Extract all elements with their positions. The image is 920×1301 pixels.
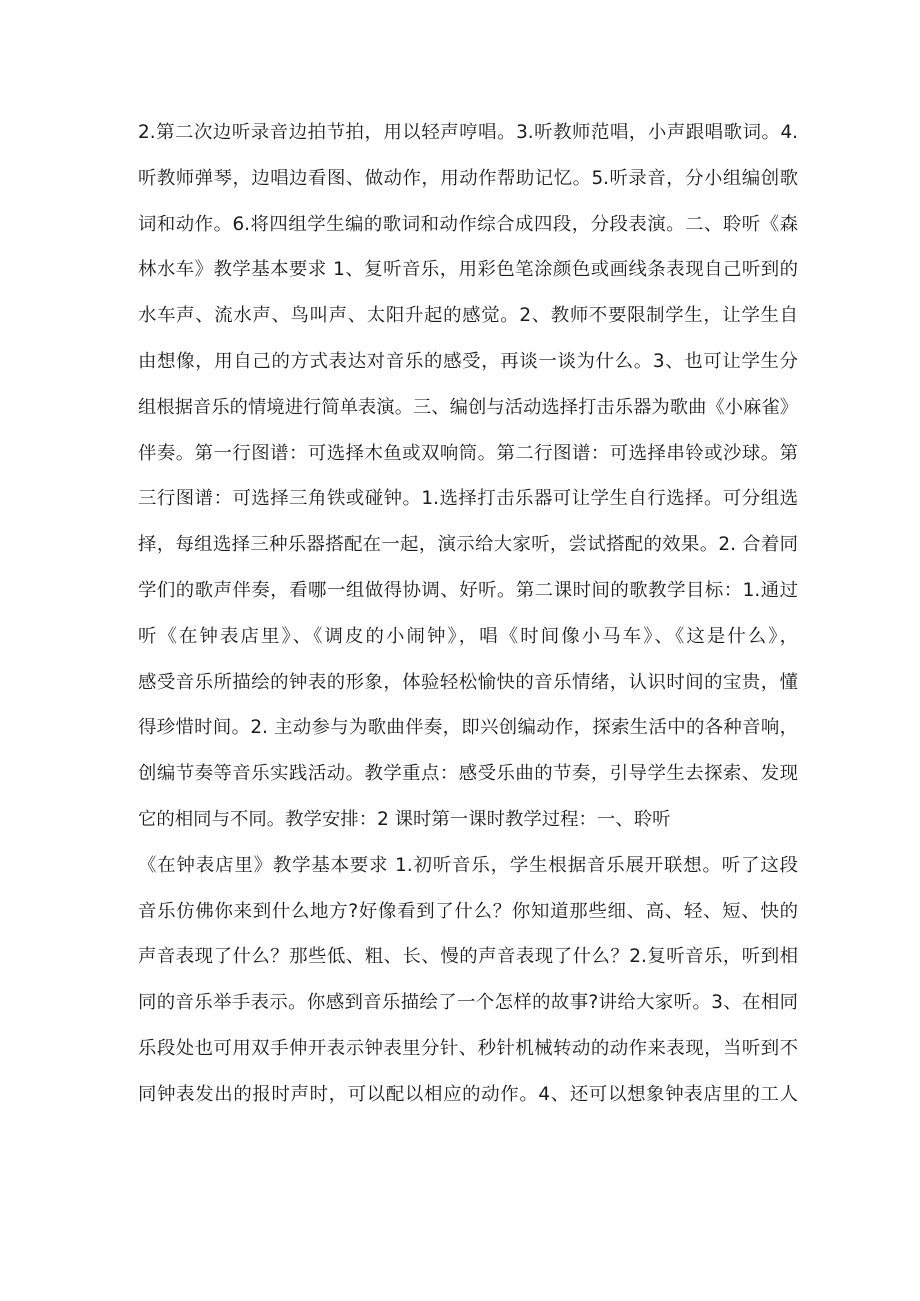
text-line: 声音表现了什么？那些低、粗、长、慢的声音表现了什么？2.复听音乐，听到相 xyxy=(138,946,798,967)
text-line: 组根据音乐的情境进行简单表演。三、编创与活动选择打击乐器为歌曲《小麻雀》 xyxy=(138,397,798,418)
text-line: 由想像，用自己的方式表达对音乐的感受，再谈一谈为什么。3、也可让学生分 xyxy=(138,351,798,372)
text-line: 同的音乐举手表示。你感到音乐描绘了一个怎样的故事?讲给大家听。3、在相同 xyxy=(138,992,798,1013)
text-line: 学们的歌声伴奏，看哪一组做得协调、好听。第二课时间的歌教学目标：1.通过 xyxy=(138,580,798,601)
text-line: 择，每组选择三种乐器搭配在一起，演示给大家听，尝试搭配的效果。2. 合着同 xyxy=(138,534,798,555)
text-line: 《在钟表店里》教学基本要求 1.初听音乐，学生根据音乐展开联想。听了这段 xyxy=(138,855,798,876)
text-line: 林水车》教学基本要求 1、复听音乐，用彩色笔涂颜色或画线条表现自己听到的 xyxy=(138,259,798,280)
text-line: 同钟表发出的报时声时，可以配以相应的动作。4、还可以想象钟表店里的工人 xyxy=(138,1084,798,1105)
text-line: 听教师弹琴，边唱边看图、做动作，用动作帮助记忆。5.听录音，分小组编创歌 xyxy=(138,168,798,189)
text-line: 听《在钟表店里》、《调皮的小闹钟》，唱《时间像小马车》、《这是什么》， xyxy=(138,626,798,647)
text-line: 感受音乐所描绘的钟表的形象，体验轻松愉快的音乐情绪，认识时间的宝贵，懂 xyxy=(138,672,798,693)
text-line: 得珍惜时间。2. 主动参与为歌曲伴奏，即兴创编动作，探索生活中的各种音响， xyxy=(138,717,798,738)
text-line: 伴奏。第一行图谱：可选择木鱼或双响筒。第二行图谱：可选择串铃或沙球。第 xyxy=(138,443,798,464)
text-line: 创编节奏等音乐实践活动。教学重点：感受乐曲的节奏，引导学生去探索、发现 xyxy=(138,763,798,784)
text-line: 音乐仿佛你来到什么地方?好像看到了什么？你知道那些细、高、轻、短、快的 xyxy=(138,901,798,922)
text-line: 乐段处也可用双手伸开表示钟表里分针、秒针机械转动的动作来表现，当听到不 xyxy=(138,1038,798,1059)
text-line: 2.第二次边听录音边拍节拍，用以轻声哼唱。3.听教师范唱，小声跟唱歌词。4. xyxy=(138,122,798,143)
text-line: 词和动作。6.将四组学生编的歌词和动作综合成四段，分段表演。二、聆听《森 xyxy=(138,214,798,235)
text-line: 它的相同与不同。教学安排：2 课时第一课时教学过程：一、聆听 xyxy=(138,809,671,830)
text-line: 水车声、流水声、鸟叫声、太阳升起的感觉。2、教师不要限制学生，让学生自 xyxy=(138,305,798,326)
text-line: 三行图谱：可选择三角铁或碰钟。1.选择打击乐器可让学生自行选择。可分组选 xyxy=(138,488,798,509)
